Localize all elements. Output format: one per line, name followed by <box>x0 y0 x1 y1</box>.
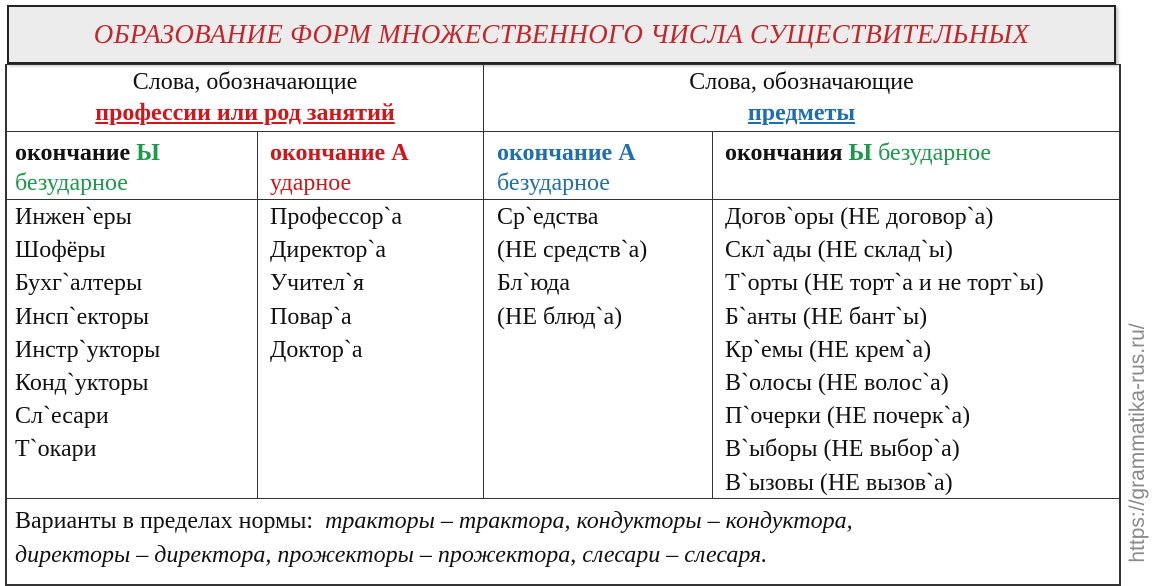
group-header-emphasis: профессии или род занятий <box>95 100 395 126</box>
list-item: Инжен`еры <box>15 204 132 230</box>
group-header-line: Слова, обозначающие <box>689 69 914 95</box>
list-item: Т`окари <box>15 436 97 463</box>
table-border-left <box>5 64 7 586</box>
ending-letter: А <box>618 140 636 166</box>
list-item: В`олосы (НЕ волос`а) <box>725 370 949 397</box>
col-divider-1 <box>257 131 258 498</box>
row-divider-heads <box>5 199 1121 200</box>
stress-label: безударное <box>15 170 128 196</box>
list-item: Шофёры <box>15 237 106 264</box>
list-item: Бухг`алтеры <box>15 270 143 297</box>
title-box <box>7 5 1116 64</box>
row-divider-groups <box>5 131 1121 132</box>
watermark <box>1124 300 1152 586</box>
list-item: Учител`я <box>270 270 365 297</box>
footer-variants-line-2: директоры – директора, прожекторы – прожектора, слесари – слесаря. <box>15 542 768 568</box>
ending-letter: Ы <box>848 140 873 166</box>
list-item: Догов`оры (НЕ договор`а) <box>725 204 994 230</box>
footer-variants-line-1: тракторы – трактора, кондукторы – кондуктора, <box>325 508 853 534</box>
column-header-1 <box>15 138 160 198</box>
list-item: (НЕ блюд`а) <box>497 303 623 330</box>
group-header-objects <box>484 67 1119 129</box>
list-item: Скл`ады (НЕ склад`ы) <box>725 237 953 264</box>
list-item: Ср`едства <box>497 204 599 230</box>
word-list-1 <box>15 201 160 467</box>
stress-label: ударное <box>270 170 352 196</box>
list-item: Бл`юда <box>497 270 571 297</box>
stress-label: безударное <box>878 140 992 166</box>
col-divider-3 <box>712 131 713 498</box>
table-border-right <box>1119 64 1121 586</box>
word-list-4 <box>725 201 1044 500</box>
column-label: окончание <box>270 140 386 166</box>
table-border-top <box>5 64 1121 65</box>
list-item: Инсп`екторы <box>15 303 149 330</box>
word-list-3 <box>497 201 647 334</box>
group-header-emphasis: предметы <box>747 100 856 126</box>
column-header-4 <box>725 138 991 168</box>
list-item: Доктор`а <box>270 336 363 363</box>
column-label: окончание <box>15 140 131 166</box>
ending-letter: А <box>391 140 409 166</box>
ending-letter: Ы <box>136 140 160 166</box>
list-item: Кр`емы (НЕ крем`а) <box>725 336 932 363</box>
list-item: Т`орты (НЕ торт`а и не торт`ы) <box>725 270 1044 297</box>
word-list-2 <box>270 201 402 367</box>
column-label: окончания <box>725 140 843 166</box>
page-title: ОБРАЗОВАНИЕ ФОРМ МНОЖЕСТВЕННОГО ЧИСЛА СУЩЕСТВИТЕЛЬНЫХ <box>93 19 1030 49</box>
column-label: окончание <box>497 140 613 166</box>
list-item: В`ызовы (НЕ вызов`а) <box>725 469 953 496</box>
group-header-professions <box>7 67 483 129</box>
stress-label: безударное <box>497 170 610 196</box>
list-item: Повар`а <box>270 303 352 330</box>
list-item: П`очерки (НЕ почерк`а) <box>725 403 971 430</box>
col-divider-groups <box>483 64 484 498</box>
list-item: (НЕ средств`а) <box>497 237 648 264</box>
footer-note <box>15 504 1115 572</box>
list-item: Б`анты (НЕ бант`ы) <box>725 303 928 330</box>
list-item: Конд`укторы <box>15 370 149 397</box>
column-header-2 <box>270 138 409 198</box>
list-item: В`ыборы (НЕ выбор`а) <box>725 436 960 463</box>
group-header-line: Слова, обозначающие <box>132 69 358 95</box>
list-item: Директор`а <box>270 237 387 264</box>
list-item: Профессор`а <box>270 204 403 230</box>
column-header-3 <box>497 138 636 198</box>
watermark-text: https://grammatika-rus.ru/ <box>1126 323 1149 563</box>
list-item: Инстр`укторы <box>15 336 161 363</box>
footer-lead: Варианты в пределах нормы: <box>15 508 314 534</box>
list-item: Сл`есари <box>15 403 109 430</box>
